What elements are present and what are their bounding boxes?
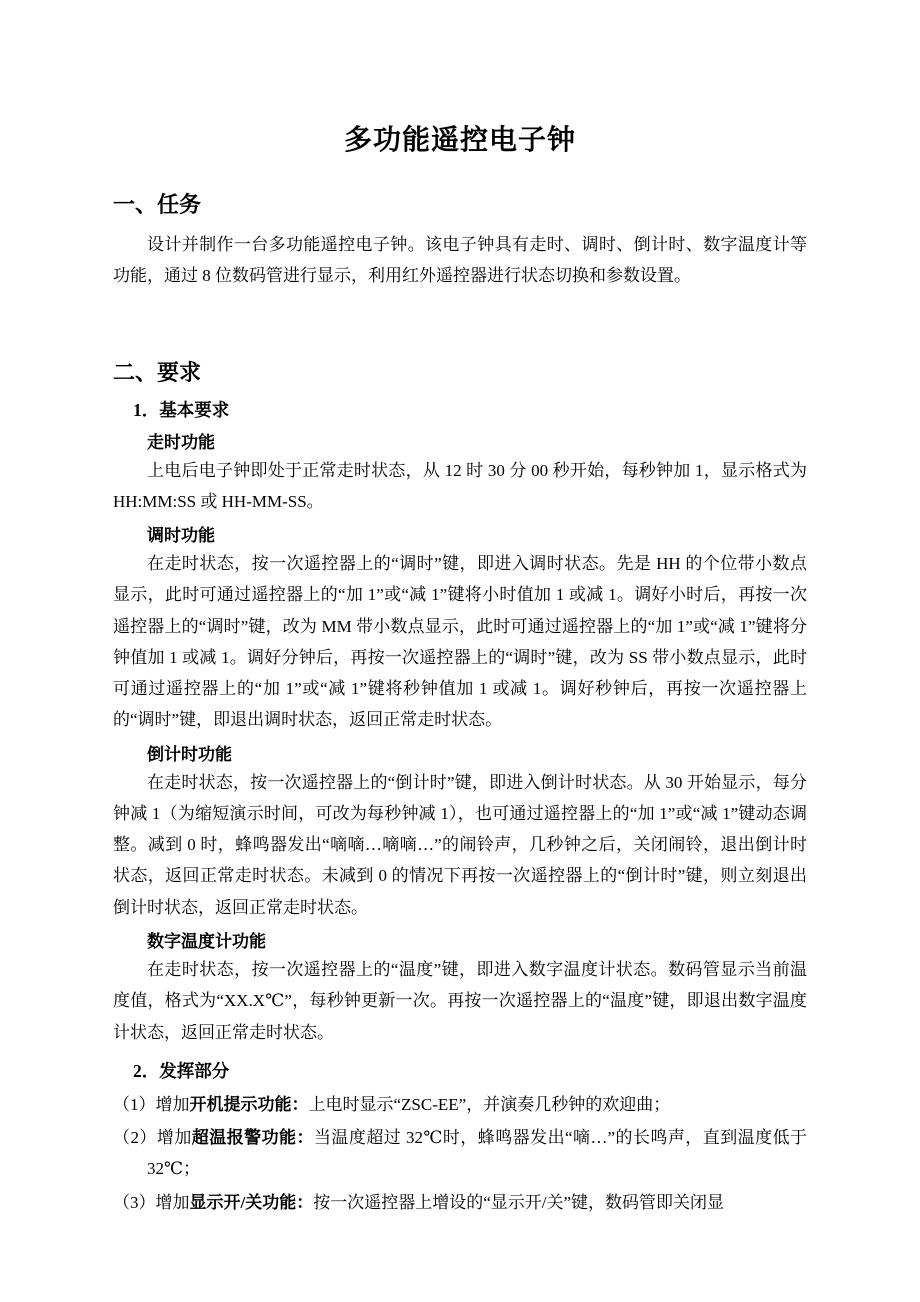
feature-item-2 (113, 1122, 807, 1185)
feature-1-prefix: （1）增加 (113, 1094, 190, 1114)
countdown-function-paragraph: 在走时状态，按一次遥控器上的“倒计时”键，即进入倒计时状态。从 30 开始显示，每分钟减 1（为缩短演示时间，可改为每秒钟减 1），也可通过遥控器上的“加 1”或“减 1”键动态调整。减到 0 时，蜂鸣器发出“嘀嘀…嘀嘀…”的闹铃声，几秒钟之后，关闭闹铃，退出倒计时状态，返回正常走时状态。未减到 0 的情况下再按一次遥控器上的“倒计时”键，则立刻退出倒计时状态，返回正常走时状态。 (113, 772, 807, 917)
thermometer-function-heading: 数字温度计功能 (147, 931, 266, 951)
advanced-part-heading: 2．发挥部分 (133, 1060, 230, 1081)
walk-time-function-paragraph: 上电后电子钟即处于正常走时状态，从 12 时 30 分 00 秒开始，每秒钟加 1，显示格式为 HH:MM:SS 或 HH-MM-SS。 (113, 460, 807, 511)
set-time-function-heading: 调时功能 (147, 526, 215, 546)
feature-1-name: 开机提示功能： (189, 1094, 309, 1114)
doc-title: 多功能遥控电子钟 (343, 125, 576, 156)
feature-1-description: 上电时显示“ZSC-EE”，并演奏几秒钟的欢迎曲； (308, 1094, 671, 1114)
feature-3-description: 按一次遥控器上增设的“显示开/关”键，数码管即关闭显 (313, 1192, 725, 1212)
feature-item-3 (113, 1187, 807, 1218)
thermometer-function-paragraph: 在走时状态，按一次遥控器上的“温度”键，即进入数字温度计状态。数码管显示当前温度值，格式为“XX.X℃”，每秒钟更新一次。再按一次遥控器上的“温度”键，即退出数字温度计状态，返回正常走时状态。 (113, 959, 807, 1042)
feature-2-name: 超温报警功能： (191, 1128, 314, 1148)
feature-3-name: 显示开/关功能： (189, 1192, 314, 1212)
basic-requirements-heading: 1．基本要求 (133, 399, 230, 420)
section-2-heading: 二、要求 (113, 359, 202, 385)
feature-2-description: 当温度超过 32℃时，蜂鸣器发出“嘀…”的长鸣声，直到温度低于 32℃； (147, 1128, 808, 1179)
feature-3-prefix: （3）增加 (113, 1192, 190, 1212)
feature-item-1 (113, 1089, 807, 1120)
section-1-paragraph: 设计并制作一台多功能遥控电子钟。该电子钟具有走时、调时、倒计时、数字温度计等功能，通过 8 位数码管进行显示，利用红外遥控器进行状态切换和参数设置。 (113, 235, 807, 286)
walk-time-function-heading: 走时功能 (147, 432, 215, 452)
set-time-function-paragraph: 在走时状态，按一次遥控器上的“调时”键，即进入调时状态。先是 HH 的个位带小数点显示，此时可通过遥控器上的“加 1”或“减 1”键将小时值加 1 或减 1。调好小时后，再按一次遥控器上的“调时”键，改为 MM 带小数点显示，此时可通过遥控器上的“加 1”或“减 1”键将分钟值加 1 或减 1。调好分钟后，再按一次遥控器上的“调时”键，改为 SS 带小数点显示，此时可通过遥控器上的“加 1”或“减 1”键将秒钟值加 1 或减 1。调好秒钟后，再按一次遥控器上的“调时”键，即退出调时状态，返回正常走时状态。 (113, 554, 807, 730)
section-1-heading: 一、任务 (113, 192, 202, 217)
feature-2-prefix: （2）增加 (113, 1128, 192, 1148)
countdown-function-heading: 倒计时功能 (147, 744, 232, 764)
